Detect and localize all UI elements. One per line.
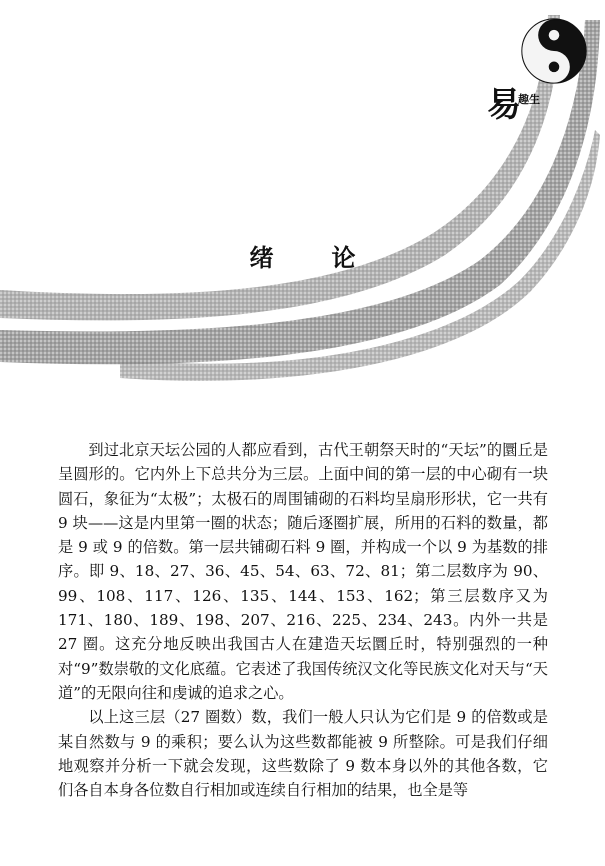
- paragraph: 以上这三层（27 圈数）数，我们一般人只认为它们是 9 的倍数或是某自然数与 9 的乘积；要么认为这些数都能被 9 所整除。可是我们仔细地观察并分析一下就会发现，这些数除了 9 数本身以外的其他各数，它们各自本身各位数自行相加或连续自行相加的结果，也全是等: [58, 708, 548, 800]
- yin-yang-icon: [521, 18, 587, 84]
- logo-subtitle: 趣生: [518, 93, 540, 106]
- chapter-heading: 绪论: [249, 243, 414, 272]
- logo-character: 易: [487, 85, 521, 125]
- body-text: [58, 438, 548, 802]
- book-logo: [487, 18, 587, 128]
- paragraph: 到过北京天坛公园的人都应看到，古代王朝祭天时的“天坛”的圜丘是呈圆形的。它内外上下总共分为三层。上面中间的第一层的中心砌有一块圆石，象征为“太极”；太极石的周围铺砌的石料均呈扇形形状，它一共有 9 块——这是内里第一圈的状态；随后逐圈扩展，所用的石料的数量，都是 9 或 9 的倍数。第一层共铺砌石料 9 圈，并构成一个以 9 为基数的排序。即 9、18、27、36、45、54、63、72、81；第二层数序为 90、99、108、117、126、135、144、153、162；第三层数序又为 171、180、189、198、207、216、225、234、243。内外一共是 27 圈。这充分地反映出我国古人在建造天坛圜丘时，特别强烈的一种对“9”数崇敬的文化底蕴。它表述了我国传统汉文化等民族文化对天与“天道”的无限向往和虔诚的追求之心。: [58, 441, 548, 702]
